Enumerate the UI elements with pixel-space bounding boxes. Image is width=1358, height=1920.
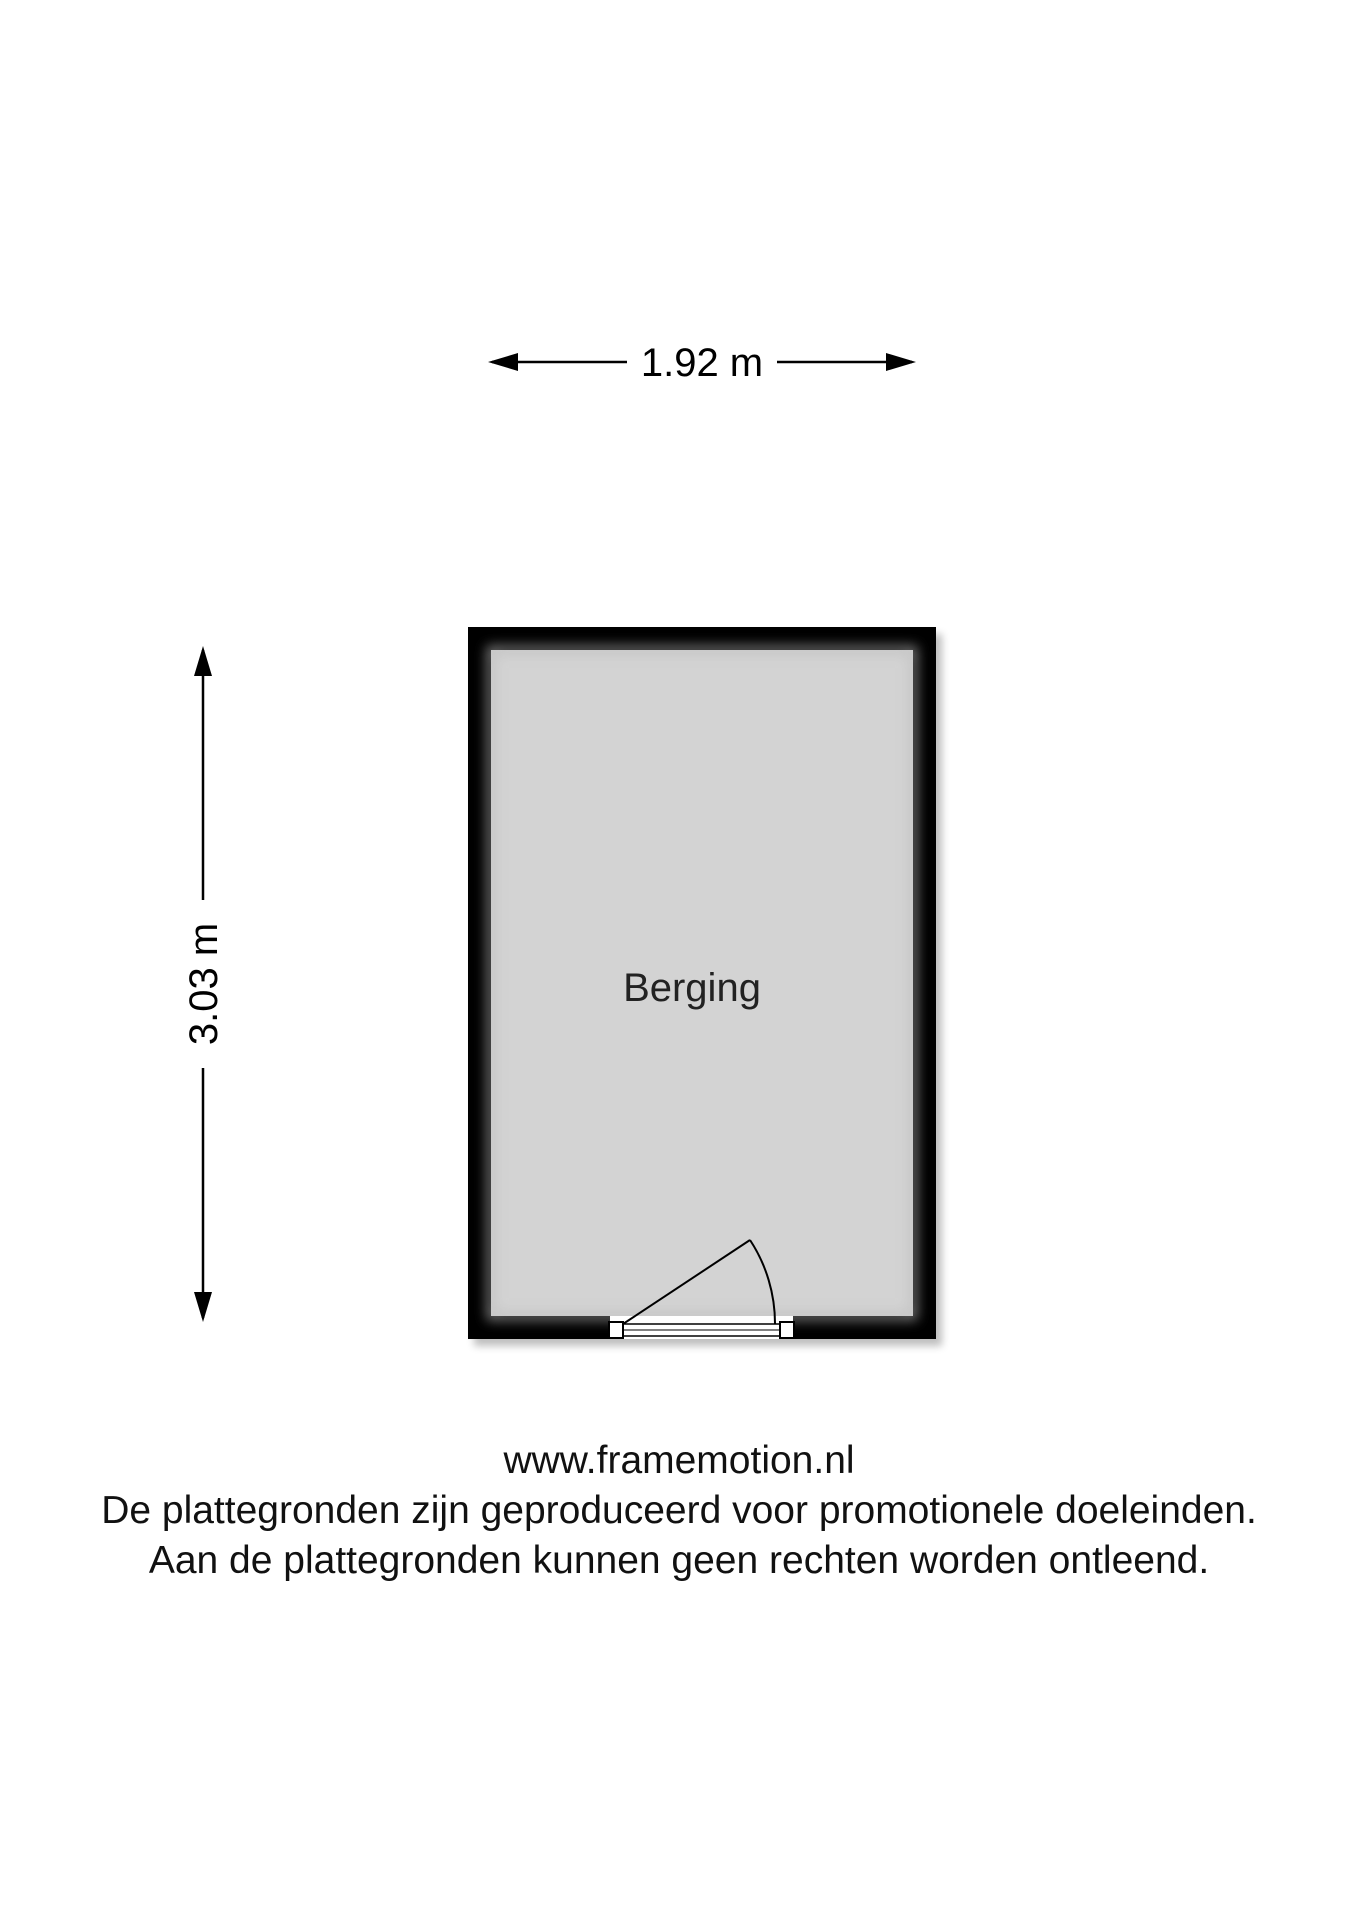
website-link: www.framemotion.nl [503,1439,855,1482]
arrow-up-icon [194,646,212,676]
footer [0,1436,1358,1586]
arrow-left-icon [488,353,518,371]
disclaimer-line-2: Aan de plattegronden kunnen geen rechten worden ontleend. [148,1539,1210,1582]
width-label: 1.92 m [640,341,764,385]
disclaimer-line-1: De plattegronden zijn geproduceerd voor promotionele doeleinden. [101,1489,1257,1532]
room-berging [468,627,942,1346]
height-dimension [182,646,226,1322]
height-label: 3.03 m [182,922,226,1046]
room-label: Berging [623,966,761,1010]
door-jamb-right [780,1322,794,1338]
arrow-right-icon [886,353,916,371]
width-dimension [488,341,916,385]
arrow-down-icon [194,1292,212,1322]
door-jamb-left [609,1322,623,1338]
